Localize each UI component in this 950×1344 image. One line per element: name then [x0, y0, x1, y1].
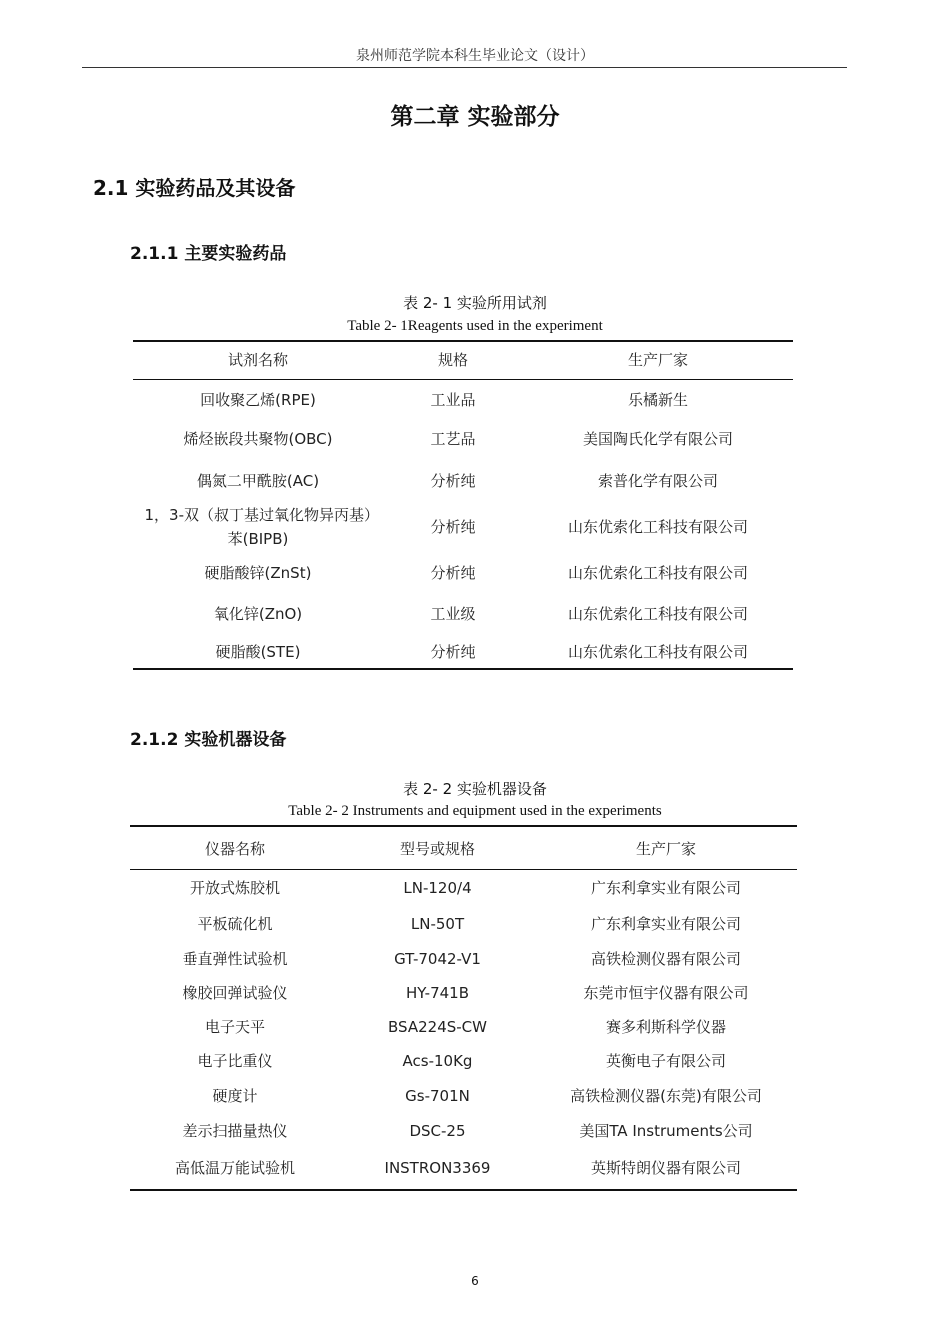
table-cell: 山东优索化工科技有限公司: [567, 643, 748, 661]
table-cell: 偶氮二甲酰胺(AC): [196, 472, 320, 490]
table-row: [130, 981, 797, 1005]
subsection-heading-2: 2.1.2 实验机器设备: [130, 730, 287, 750]
table-cell: 索普化学有限公司: [597, 472, 718, 490]
table2-bottom-rule: [130, 1189, 797, 1191]
table-cell: 美国陶氏化学有限公司: [582, 430, 733, 448]
table-cell: 山东优索化工科技有限公司: [567, 605, 748, 623]
table-cell: GT-7042-V1: [394, 950, 481, 968]
table2-header-cell: 生产厂家: [635, 840, 696, 858]
table-cell: 回收聚乙烯(RPE): [200, 391, 316, 409]
table2-caption-en: Table 2- 2 Instruments and equipment used in the experiments: [288, 803, 662, 819]
running-header: 泉州师范学院本科生毕业论文（设计）: [356, 48, 594, 64]
page-number: 6: [471, 1274, 479, 1288]
subsection-heading-1: 2.1.1 主要实验药品: [130, 244, 287, 264]
table2-top-rule: [130, 825, 797, 827]
table-cell: LN-120/4: [403, 879, 472, 897]
table-cell: 氧化锌(ZnO): [213, 605, 303, 623]
table-cell: 硬脂酸锌(ZnSt): [204, 564, 312, 582]
table-cell: 分析纯: [430, 472, 476, 490]
table1-header-cell: 规格: [437, 351, 468, 369]
section-heading: 2.1 实验药品及其设备: [93, 176, 296, 200]
table-cell: 工业品: [430, 391, 476, 409]
table-cell: 赛多利斯科学仪器: [605, 1018, 726, 1036]
table1-header-row: [133, 346, 793, 374]
table1-caption-en: Table 2- 1Reagents used in the experiment: [347, 318, 603, 334]
table-cell: 美国TA Instruments公司: [579, 1122, 753, 1140]
table-cell: BSA224S-CW: [388, 1018, 487, 1036]
table-cell: 工艺品: [430, 430, 476, 448]
table-cell: 乐橘新生: [627, 391, 688, 409]
table-cell: 分析纯: [430, 564, 476, 582]
table-row: [130, 876, 797, 900]
table1-caption-cn: 表 2- 1 实验所用试剂: [403, 294, 547, 312]
table-cell: INSTRON3369: [384, 1159, 491, 1177]
table2-header-cell: 型号或规格: [399, 840, 475, 858]
table-row: [133, 427, 793, 451]
table-row: [130, 1156, 797, 1180]
table-cell: 分析纯: [430, 518, 476, 536]
table1-header-cell: 生产厂家: [627, 351, 688, 369]
table-row: [133, 503, 793, 551]
table1-top-rule: [133, 340, 793, 342]
table-cell: 广东利拿实业有限公司: [590, 915, 741, 933]
table-cell: DSC-25: [409, 1122, 466, 1140]
table1-header-rule: [133, 379, 793, 380]
table2-header-row: [130, 836, 797, 862]
table-cell: 分析纯: [430, 643, 476, 661]
chapter-title: 第二章 实验部分: [390, 104, 560, 130]
table-cell: 高铁检测仪器有限公司: [590, 950, 741, 968]
table2-header-rule: [130, 869, 797, 870]
table-cell: 烯烃嵌段共聚物(OBC): [183, 430, 333, 448]
table-row: [130, 1049, 797, 1073]
table-cell: 平板硫化机: [197, 915, 273, 933]
table-row: [133, 640, 793, 664]
table-row: [130, 947, 797, 971]
table-cell: 广东利拿实业有限公司: [590, 879, 741, 897]
table-row: [130, 1084, 797, 1108]
table-cell: 高低温万能试验机: [174, 1159, 295, 1177]
table-cell: 垂直弹性试验机: [182, 950, 288, 968]
table-row: [133, 602, 793, 626]
table-cell: 硬度计: [212, 1087, 258, 1105]
table-cell: Gs-701N: [405, 1087, 470, 1105]
table-row: [130, 912, 797, 936]
table-cell: 英斯特朗仪器有限公司: [590, 1159, 741, 1177]
table-row: [133, 388, 793, 412]
table-cell: LN-50T: [410, 915, 465, 933]
table2-caption-cn: 表 2- 2 实验机器设备: [403, 780, 547, 798]
table-cell: Acs-10Kg: [402, 1052, 473, 1070]
table-cell: HY-741B: [406, 984, 469, 1002]
table-cell: 工业级: [430, 605, 476, 623]
table-cell: 开放式炼胶机: [189, 879, 280, 897]
table1-bottom-rule: [133, 668, 793, 670]
table-cell: 橡胶回弹试验仪: [182, 984, 288, 1002]
table1-header-cell: 试剂名称: [227, 351, 288, 369]
table-cell: 东莞市恒宇仪器有限公司: [583, 984, 749, 1002]
table-row: [130, 1119, 797, 1143]
table-cell: 英衡电子有限公司: [605, 1052, 726, 1070]
header-rule: [82, 67, 847, 68]
table-cell: 1，3-双（叔丁基过氧化物异丙基）苯(BIPB): [144, 506, 372, 548]
table-cell: 山东优索化工科技有限公司: [567, 518, 748, 536]
table2-header-cell: 仪器名称: [204, 840, 265, 858]
table-row: [133, 561, 793, 585]
table-cell: 电子天平: [204, 1018, 265, 1036]
table-cell: 电子比重仪: [197, 1052, 273, 1070]
table-cell: 硬脂酸(STE): [215, 643, 301, 661]
table-cell: 山东优索化工科技有限公司: [567, 564, 748, 582]
table-row: [133, 469, 793, 493]
table-cell: 差示扫描量热仪: [182, 1122, 288, 1140]
table-row: [130, 1015, 797, 1039]
table-cell: 高铁检测仪器(东莞)有限公司: [570, 1087, 762, 1105]
